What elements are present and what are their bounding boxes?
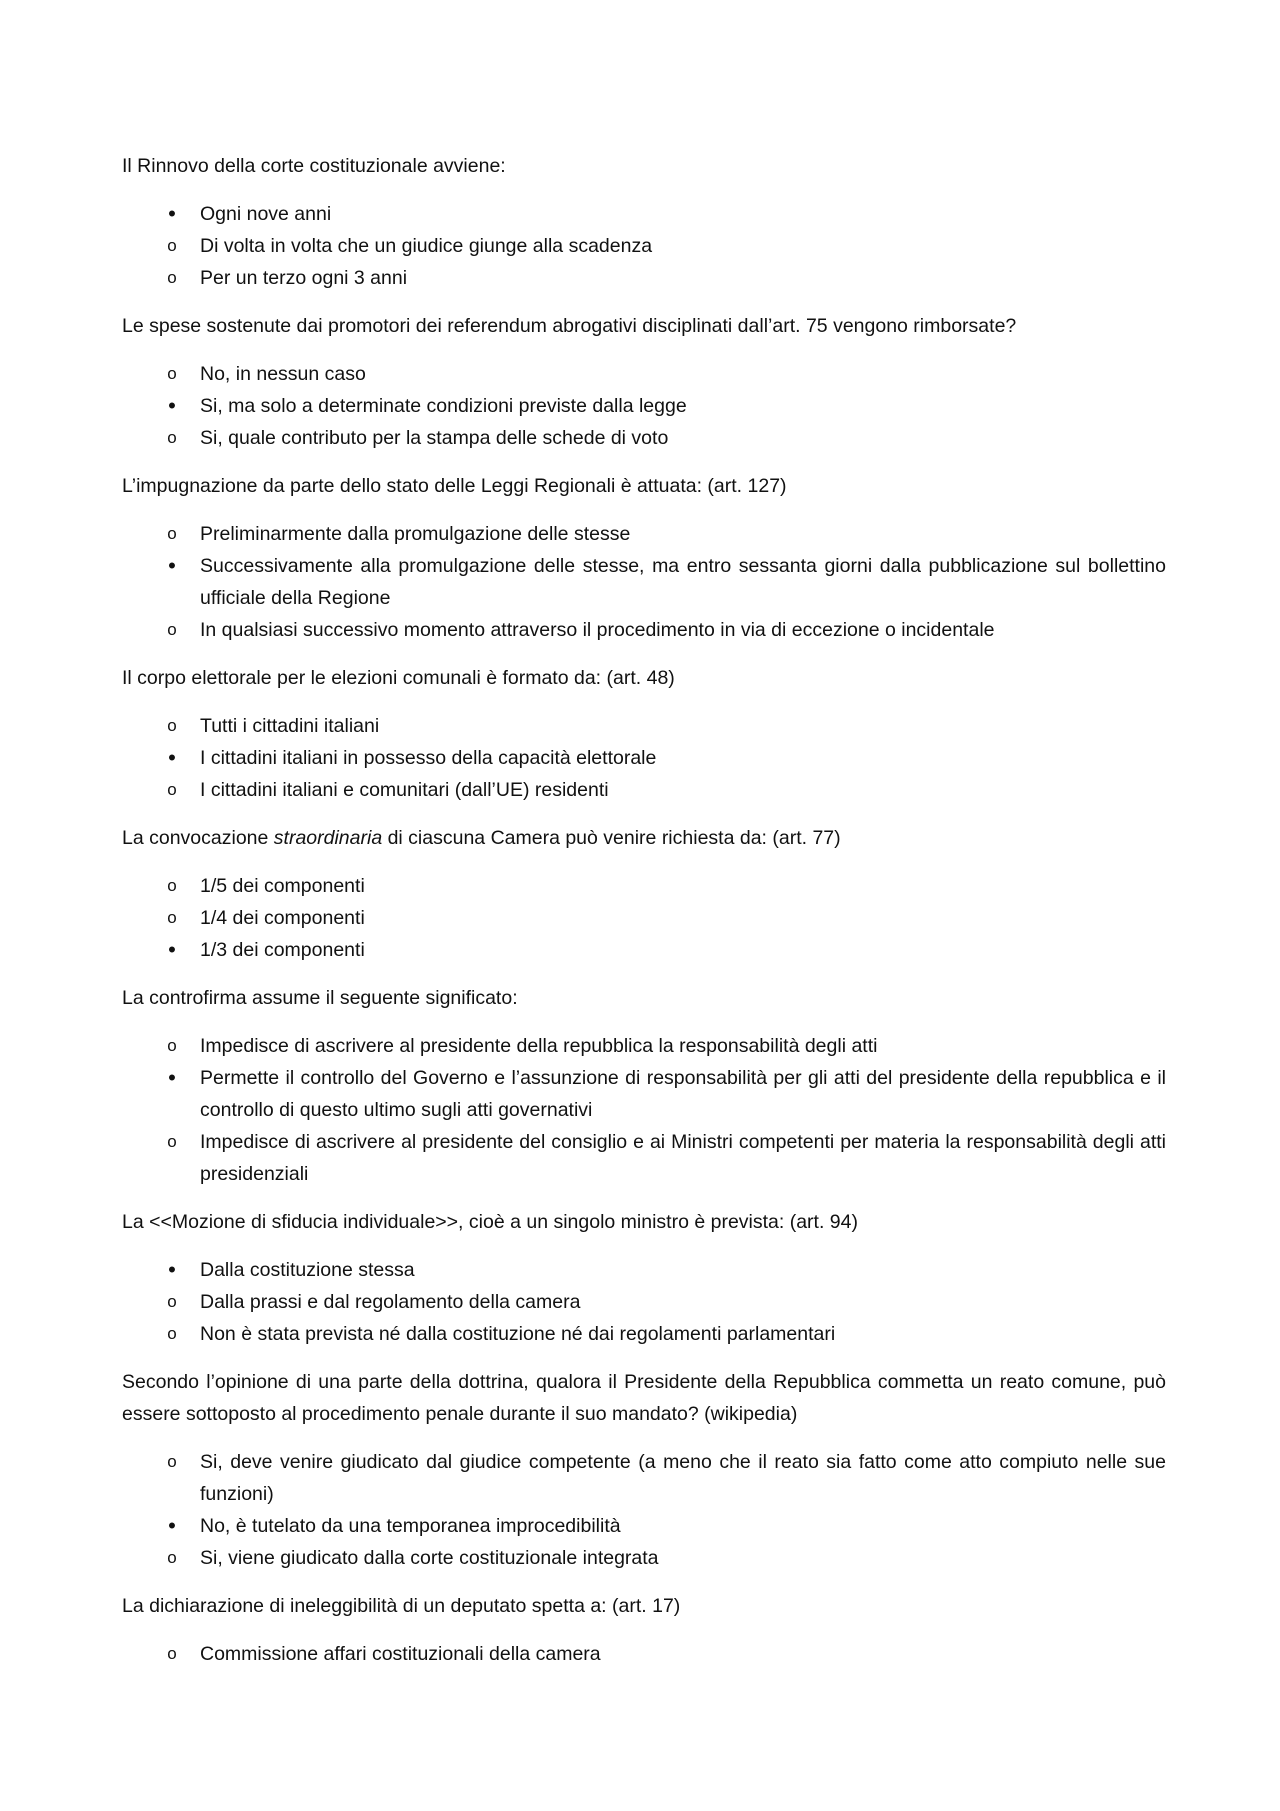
answer-text: Di volta in volta che un giudice giunge alla scadenza — [200, 235, 653, 257]
question-text-start: La convocazione — [122, 827, 274, 849]
question-text-emphasis: straordinaria — [273, 827, 383, 849]
answer-item — [122, 1030, 1166, 1062]
answer-item — [122, 1062, 1166, 1126]
open-bullet-icon: o — [167, 1324, 177, 1343]
answer-list — [122, 198, 1166, 294]
answer-text: Impedisce di ascrivere al presidente della repubblica la responsabilità degli atti — [200, 1035, 878, 1057]
answer-text: Dalla prassi e dal regolamento della camera — [200, 1291, 581, 1313]
open-bullet-icon: o — [167, 524, 177, 543]
answer-item — [122, 1254, 1166, 1286]
answer-text: Successivamente alla promulgazione delle stesse, ma entro sessanta giorni dalla pubblicazione sul bollettino ufficiale della Regione — [200, 555, 1166, 609]
answer-item — [122, 1638, 1166, 1670]
answer-item — [122, 1510, 1166, 1542]
answer-item — [122, 1126, 1166, 1190]
filled-bullet-icon: • — [168, 745, 176, 770]
answer-item — [122, 1542, 1166, 1574]
answer-text: Commissione affari costituzionali della camera — [200, 1643, 601, 1665]
answer-item — [122, 774, 1166, 806]
answer-item — [122, 742, 1166, 774]
open-bullet-icon: o — [167, 428, 177, 447]
open-bullet-icon: o — [167, 1644, 177, 1663]
answer-list — [122, 518, 1166, 646]
answer-text: Si, deve venire giudicato dal giudice competente (a meno che il reato sia fatto come atto compiuto nelle sue funzioni) — [200, 1451, 1166, 1505]
answer-list — [122, 870, 1166, 966]
answer-text: Dalla costituzione stessa — [200, 1259, 415, 1281]
filled-bullet-icon: • — [168, 937, 176, 962]
question-text: La <<Mozione di sfiducia individuale>>, cioè a un singolo ministro è prevista: (art. 94) — [122, 1211, 858, 1233]
answer-text: Tutti i cittadini italiani — [200, 715, 380, 737]
open-bullet-icon: o — [167, 620, 177, 639]
filled-bullet-icon: • — [168, 553, 176, 578]
answer-text: Per un terzo ogni 3 anni — [200, 267, 408, 289]
question-text-end: di ciascuna Camera può venire richiesta da: (art. 77) — [382, 827, 841, 849]
answer-text: Permette il controllo del Governo e l’assunzione di responsabilità per gli atti del presidente della repubblica e il controllo di questo ultimo sugli atti governativi — [200, 1067, 1166, 1121]
open-bullet-icon: o — [167, 236, 177, 255]
open-bullet-icon: o — [167, 364, 177, 383]
answer-item — [122, 934, 1166, 966]
answer-item — [122, 198, 1166, 230]
open-bullet-icon: o — [167, 780, 177, 799]
question-text: Il Rinnovo della corte costituzionale avviene: — [122, 155, 506, 177]
open-bullet-icon: o — [167, 1132, 177, 1151]
filled-bullet-icon: • — [168, 1065, 176, 1090]
open-bullet-icon: o — [167, 1292, 177, 1311]
answer-item — [122, 230, 1166, 262]
answer-text: Si, ma solo a determinate condizioni previste dalla legge — [200, 395, 687, 417]
open-bullet-icon: o — [167, 908, 177, 927]
answer-text: I cittadini italiani e comunitari (dall’UE) residenti — [200, 779, 609, 801]
answer-text: Impedisce di ascrivere al presidente del consiglio e ai Ministri competenti per materia la responsabilità degli atti presidenziali — [200, 1131, 1166, 1185]
answer-text: Preliminarmente dalla promulgazione delle stesse — [200, 523, 631, 545]
answer-list — [122, 1030, 1166, 1190]
question-text: La dichiarazione di ineleggibilità di un deputato spetta a: (art. 17) — [122, 1595, 681, 1617]
question-text — [122, 822, 1166, 854]
answer-text: Ogni nove anni — [200, 203, 332, 225]
answer-text: No, in nessun caso — [200, 363, 366, 385]
question-text: L’impugnazione da parte dello stato delle Leggi Regionali è attuata: (art. 127) — [122, 475, 787, 497]
answer-item — [122, 550, 1166, 614]
question-text: Secondo l’opinione di una parte della dottrina, qualora il Presidente della Repubblica commetta un reato comune, può essere sottoposto al procedimento penale durante il suo mandato? (wikipedia) — [122, 1371, 1166, 1425]
answer-item — [122, 902, 1166, 934]
answer-list — [122, 710, 1166, 806]
answer-text: Si, viene giudicato dalla corte costituzionale integrata — [200, 1547, 659, 1569]
document-page — [122, 150, 1166, 1686]
question-text: La controfirma assume il seguente significato: — [122, 987, 518, 1009]
answer-item — [122, 518, 1166, 550]
question-text: Il corpo elettorale per le elezioni comunali è formato da: (art. 48) — [122, 667, 675, 689]
answer-text: No, è tutelato da una temporanea improcedibilità — [200, 1515, 621, 1537]
answer-item — [122, 390, 1166, 422]
answer-text: In qualsiasi successivo momento attraverso il procedimento in via di eccezione o incidentale — [200, 619, 995, 641]
answer-list — [122, 1254, 1166, 1350]
answer-item — [122, 1318, 1166, 1350]
answer-text: 1/4 dei componenti — [200, 907, 365, 929]
answer-text: Non è stata prevista né dalla costituzione né dai regolamenti parlamentari — [200, 1323, 836, 1345]
open-bullet-icon: o — [167, 1452, 177, 1471]
answer-item — [122, 614, 1166, 646]
answer-list — [122, 1638, 1166, 1670]
filled-bullet-icon: • — [168, 393, 176, 418]
answer-list — [122, 1446, 1166, 1574]
filled-bullet-icon: • — [168, 1513, 176, 1538]
filled-bullet-icon: • — [168, 201, 176, 226]
open-bullet-icon: o — [167, 268, 177, 287]
answer-text: I cittadini italiani in possesso della capacità elettorale — [200, 747, 657, 769]
answer-item — [122, 262, 1166, 294]
question-text: Le spese sostenute dai promotori dei referendum abrogativi disciplinati dall’art. 75 vengono rimborsate? — [122, 315, 1017, 337]
answer-item — [122, 870, 1166, 902]
filled-bullet-icon: • — [168, 1257, 176, 1282]
answer-item — [122, 358, 1166, 390]
answer-item — [122, 1286, 1166, 1318]
answer-item — [122, 1446, 1166, 1510]
answer-item — [122, 710, 1166, 742]
answer-list — [122, 358, 1166, 454]
open-bullet-icon: o — [167, 876, 177, 895]
answer-text: 1/5 dei componenti — [200, 875, 365, 897]
answer-text: 1/3 dei componenti — [200, 939, 365, 961]
open-bullet-icon: o — [167, 1036, 177, 1055]
answer-item — [122, 422, 1166, 454]
answer-text: Si, quale contributo per la stampa delle schede di voto — [200, 427, 669, 449]
open-bullet-icon: o — [167, 716, 177, 735]
open-bullet-icon: o — [167, 1548, 177, 1567]
